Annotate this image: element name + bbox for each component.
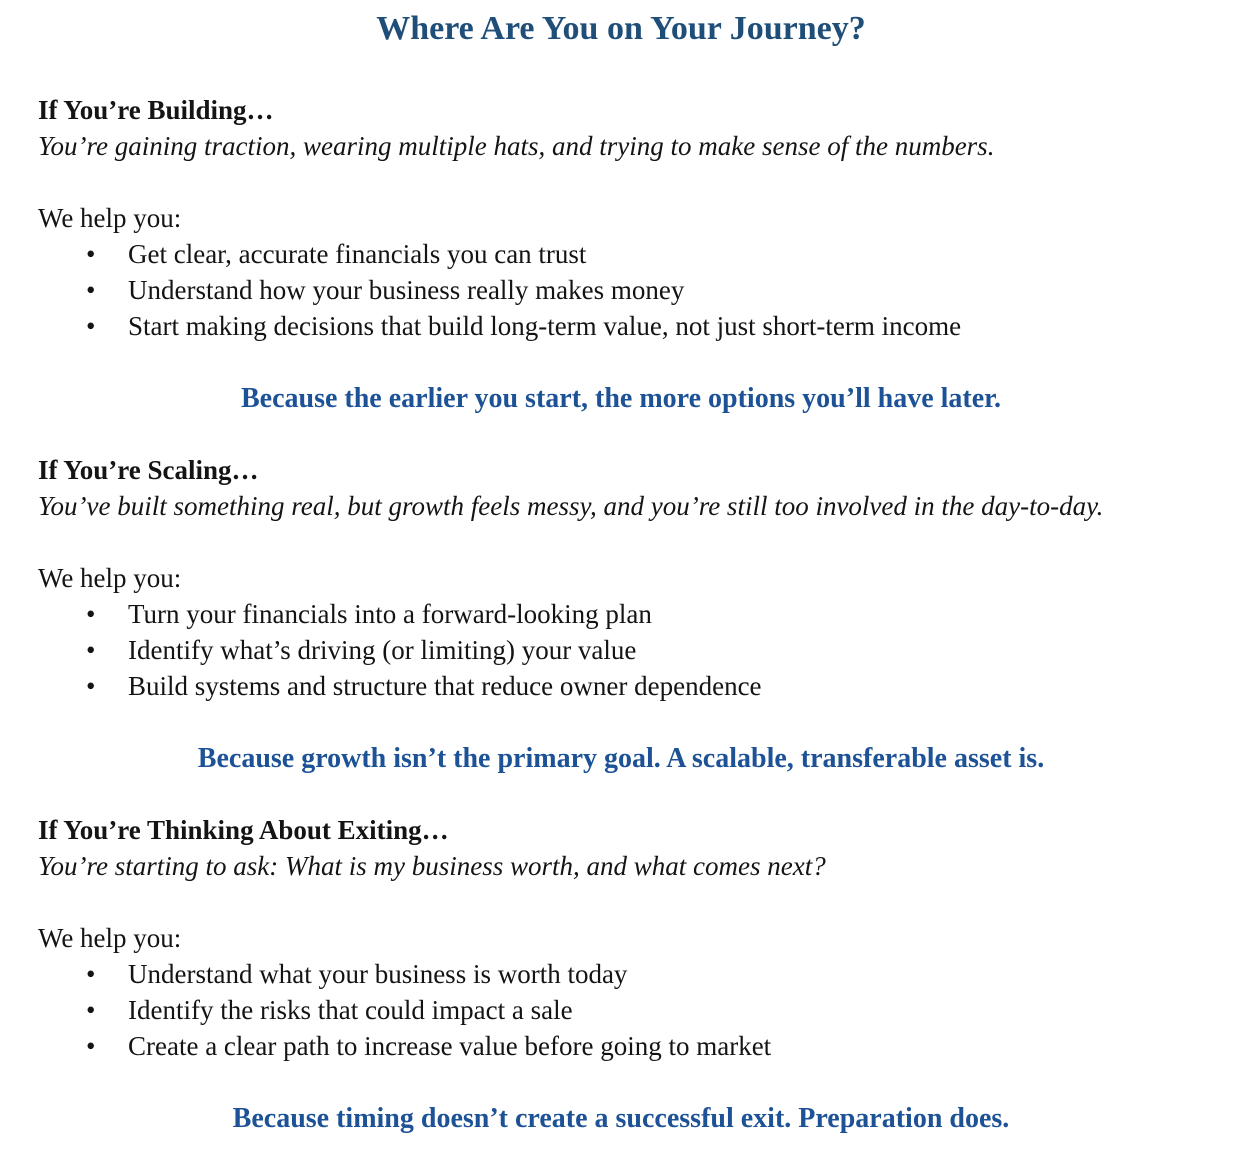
spacer [38,164,1204,200]
bullet-item: • Identify what’s driving (or limiting) your value [38,632,1204,668]
section-subtitle: You’re starting to ask: What is my business worth, and what comes next? [38,851,826,881]
spacer [38,418,1204,452]
bullet-list [38,596,1204,704]
section-tagline: Because timing doesn’t create a successful exit. Preparation does. [232,1103,1010,1134]
bullet-item: • Understand what your business is worth today [38,956,1204,992]
page-title: Where Are You on Your Journey? [376,10,866,47]
spacer [38,524,1204,560]
bullet-item: • Start making decisions that build long-term value, not just short-term income [38,308,1204,344]
bullet-item: • Get clear, accurate financials you can trust [38,236,1204,272]
bullet-list [38,956,1204,1064]
section-lead: We help you: [38,563,182,593]
bullet-list [38,236,1204,344]
section-lead: We help you: [38,923,182,953]
bullet-item: • Turn your financials into a forward-looking plan [38,596,1204,632]
section-subtitle: You’re gaining traction, wearing multiple hats, and trying to make sense of the numbers. [38,131,995,161]
section-tagline: Because the earlier you start, the more options you’ll have later. [240,383,1002,414]
bullet-item: • Identify the risks that could impact a sale [38,992,1204,1028]
section-heading: If You’re Building… [38,95,274,125]
section-lead: We help you: [38,203,182,233]
section-scaling [38,452,1204,778]
spacer [38,778,1204,812]
section-subtitle: You’ve built something real, but growth feels messy, and you’re still too involved in the day-to-day. [38,491,1104,521]
section-exiting [38,812,1204,1138]
bullet-item: • Create a clear path to increase value before going to market [38,1028,1204,1064]
spacer [38,1064,1204,1100]
spacer [38,884,1204,920]
section-heading: If You’re Thinking About Exiting… [38,815,449,845]
section-tagline: Because growth isn’t the primary goal. A scalable, transferable asset is. [197,743,1045,774]
bullet-item: • Build systems and structure that reduce owner dependence [38,668,1204,704]
section-building [38,92,1204,418]
spacer [38,344,1204,380]
bullet-item: • Understand how your business really makes money [38,272,1204,308]
section-heading: If You’re Scaling… [38,455,259,485]
spacer [38,704,1204,740]
